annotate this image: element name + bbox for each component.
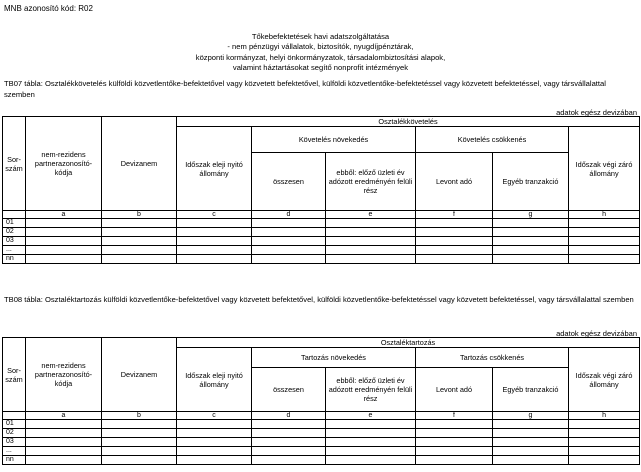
col-other-transaction: Egyéb tranzakció: [493, 153, 569, 211]
letter-cell: f: [416, 412, 493, 420]
title-line: valamint háztartásokat segítő nonprofit intézmények: [232, 63, 409, 73]
col-withheld-tax: Levont adó: [416, 153, 493, 211]
col-closing-balance: Időszak végi záró állomány: [569, 127, 640, 211]
letter-cell: g: [493, 211, 569, 219]
letter-cell: c: [177, 211, 252, 219]
decrease-header: Tartozás csökkenés: [416, 348, 569, 368]
letter-cell: c: [177, 412, 252, 420]
increase-header: Tartozás növekedés: [252, 348, 416, 368]
letter-cell: g: [493, 412, 569, 420]
col-opening-balance: Időszak eleji nyitó állomány: [177, 127, 252, 211]
col-closing-balance: Időszak végi záró állomány: [569, 348, 640, 412]
letter-cell: b: [102, 211, 177, 219]
col-sorszam: Sor- szám: [3, 117, 26, 211]
table-row: [3, 420, 640, 429]
title-line: - nem pénzügyi vállalatok, biztosítók, nyugdíjpénztárak,: [227, 42, 414, 52]
col-sorszam: Sor- szám: [3, 338, 26, 412]
letter-cell: a: [26, 412, 102, 420]
letter-cell: f: [416, 211, 493, 219]
group-header: Osztaléktartozás: [177, 338, 640, 348]
row-number: 03: [3, 438, 26, 447]
row-number: 01: [3, 219, 26, 228]
col-withheld-tax: Levont adó: [416, 368, 493, 412]
col-devizanem: Devizanem: [102, 117, 177, 211]
document-title: [0, 32, 641, 74]
row-number: 02: [3, 228, 26, 237]
tb07-table: [2, 116, 640, 264]
title-line: központi kormányzat, helyi önkormányzatok, társadalombiztosítási alapok,: [195, 52, 446, 62]
mnb-code: MNB azonosító kód: R02: [4, 4, 93, 13]
letter-cell: d: [252, 412, 326, 420]
letter-cell: [3, 412, 26, 420]
col-total: összesen: [252, 368, 326, 412]
letter-cell: d: [252, 211, 326, 219]
row-number: nn: [3, 456, 26, 465]
col-prior-year: ebből: előző üzleti év adózott eredményén felüli rész: [326, 368, 416, 412]
table-row: [3, 456, 640, 465]
table-row: [3, 219, 640, 228]
row-number: 02: [3, 429, 26, 438]
col-partner-code: nem-rezidens partnerazonosító-kódja: [26, 338, 102, 412]
col-opening-balance: Időszak eleji nyitó állomány: [177, 348, 252, 412]
title-line: Tőkebefektetések havi adatszolgáltatása: [251, 32, 390, 41]
table-row: [3, 447, 640, 456]
letter-cell: a: [26, 211, 102, 219]
col-prior-year: ebből: előző üzleti év adózott eredményén felüli rész: [326, 153, 416, 211]
tb07-unit: adatok egész devizában: [556, 108, 637, 117]
letter-cell: e: [326, 211, 416, 219]
row-number: nn: [3, 255, 26, 264]
col-devizanem: Devizanem: [102, 338, 177, 412]
tb08-unit: adatok egész devizában: [556, 329, 637, 338]
tb08-title: TB08 tábla: Osztaléktartozás külföldi közvetlentőke-befektetővel vagy közvetett befektetővel, külföldi közvetlentőke-befektetéssel vagy közvetett befektetéssel, vagy társvállalattal szemben: [4, 295, 634, 304]
letter-cell: b: [102, 412, 177, 420]
col-other-transaction: Egyéb tranzakció: [493, 368, 569, 412]
row-number: 03: [3, 237, 26, 246]
letter-cell: [3, 211, 26, 219]
tb08-table: [2, 337, 640, 465]
table-row: [3, 429, 640, 438]
table-row: [3, 438, 640, 447]
col-partner-code: nem-rezidens partnerazonosító-kódja: [26, 117, 102, 211]
letter-cell: e: [326, 412, 416, 420]
row-number: ...: [3, 447, 26, 456]
group-header: Osztalékkövetelés: [177, 117, 640, 127]
table-row: [3, 246, 640, 255]
letter-cell: h: [569, 412, 640, 420]
increase-header: Követelés növekedés: [252, 127, 416, 153]
col-total: összesen: [252, 153, 326, 211]
table-row: [3, 237, 640, 246]
row-number: 01: [3, 420, 26, 429]
table-row: [3, 228, 640, 237]
letter-cell: h: [569, 211, 640, 219]
tb07-title: TB07 tábla: Osztalékkövetelés külföldi közvetlentőke-befektetővel vagy közvetett befektetővel, külföldi közvetlentőke-befektetéssel vagy közvetett befektetéssel, vagy társvállalattal szemben: [4, 79, 606, 99]
table-row: [3, 255, 640, 264]
row-number: ...: [3, 246, 26, 255]
decrease-header: Követelés csökkenés: [416, 127, 569, 153]
